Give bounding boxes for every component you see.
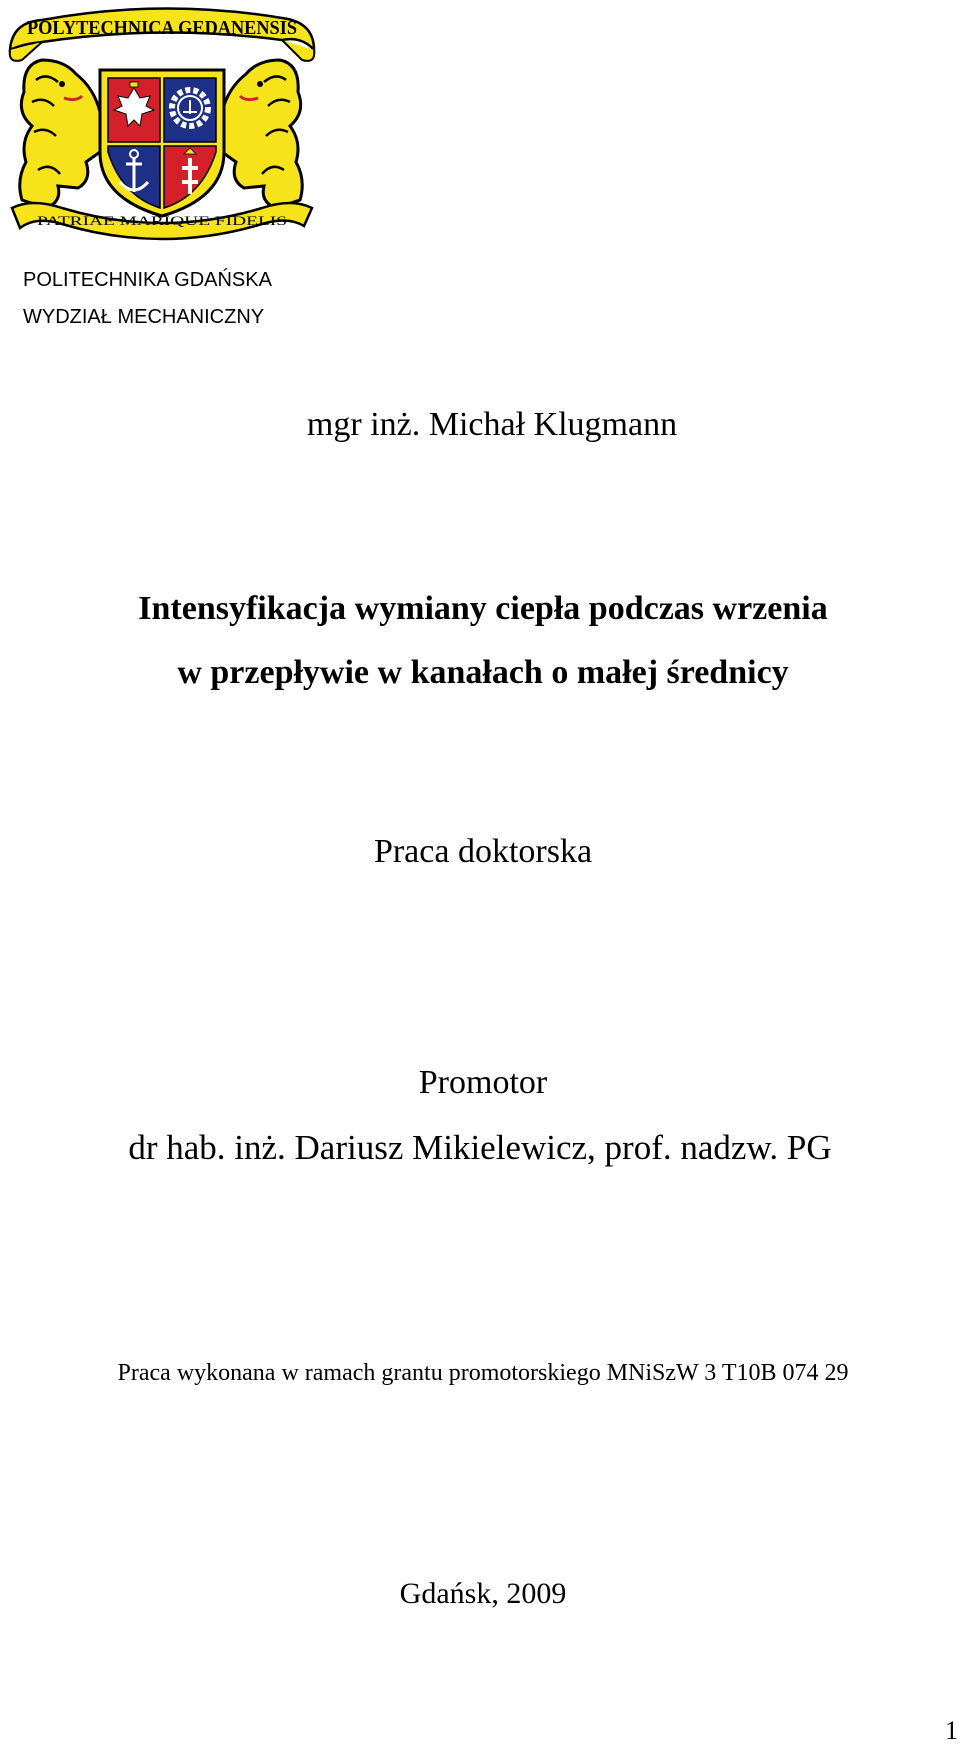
right-lion-icon — [222, 60, 302, 208]
author-name: mgr inż. Michał Klugmann — [306, 406, 678, 443]
crest-motto-text: PATRIAE MARIQUE FIDELIS — [37, 213, 287, 228]
grant-note: Praca wykonana w ramach grantu promotorskiego MNiSzW 3 T10B 074 29 — [117, 1360, 849, 1386]
thesis-title-line-2: w przepływie w kanałach o małej średnicy — [177, 654, 789, 691]
university-name: POLITECHNIKA GDAŃSKA — [23, 269, 272, 291]
page-number: 1 — [945, 1716, 958, 1745]
thesis-title-line-1: Intensyfikacja wymiany ciepła podczas wrzenia — [138, 590, 828, 627]
supervisor-label: Promotor — [418, 1064, 548, 1101]
place-and-year: Gdańsk, 2009 — [399, 1577, 567, 1610]
faculty-name: WYDZIAŁ MECHANICZNY — [23, 306, 265, 328]
university-crest-logo — [2, 2, 322, 246]
supervisor-name: dr hab. inż. Dariusz Mikielewicz, prof. nadzw. PG — [128, 1128, 832, 1167]
left-lion-icon — [20, 60, 100, 208]
crest-banner-text: POLYTECHNICA GEDANENSIS — [27, 17, 297, 39]
thesis-type: Praca doktorska — [373, 833, 593, 870]
shield-icon — [100, 70, 224, 216]
